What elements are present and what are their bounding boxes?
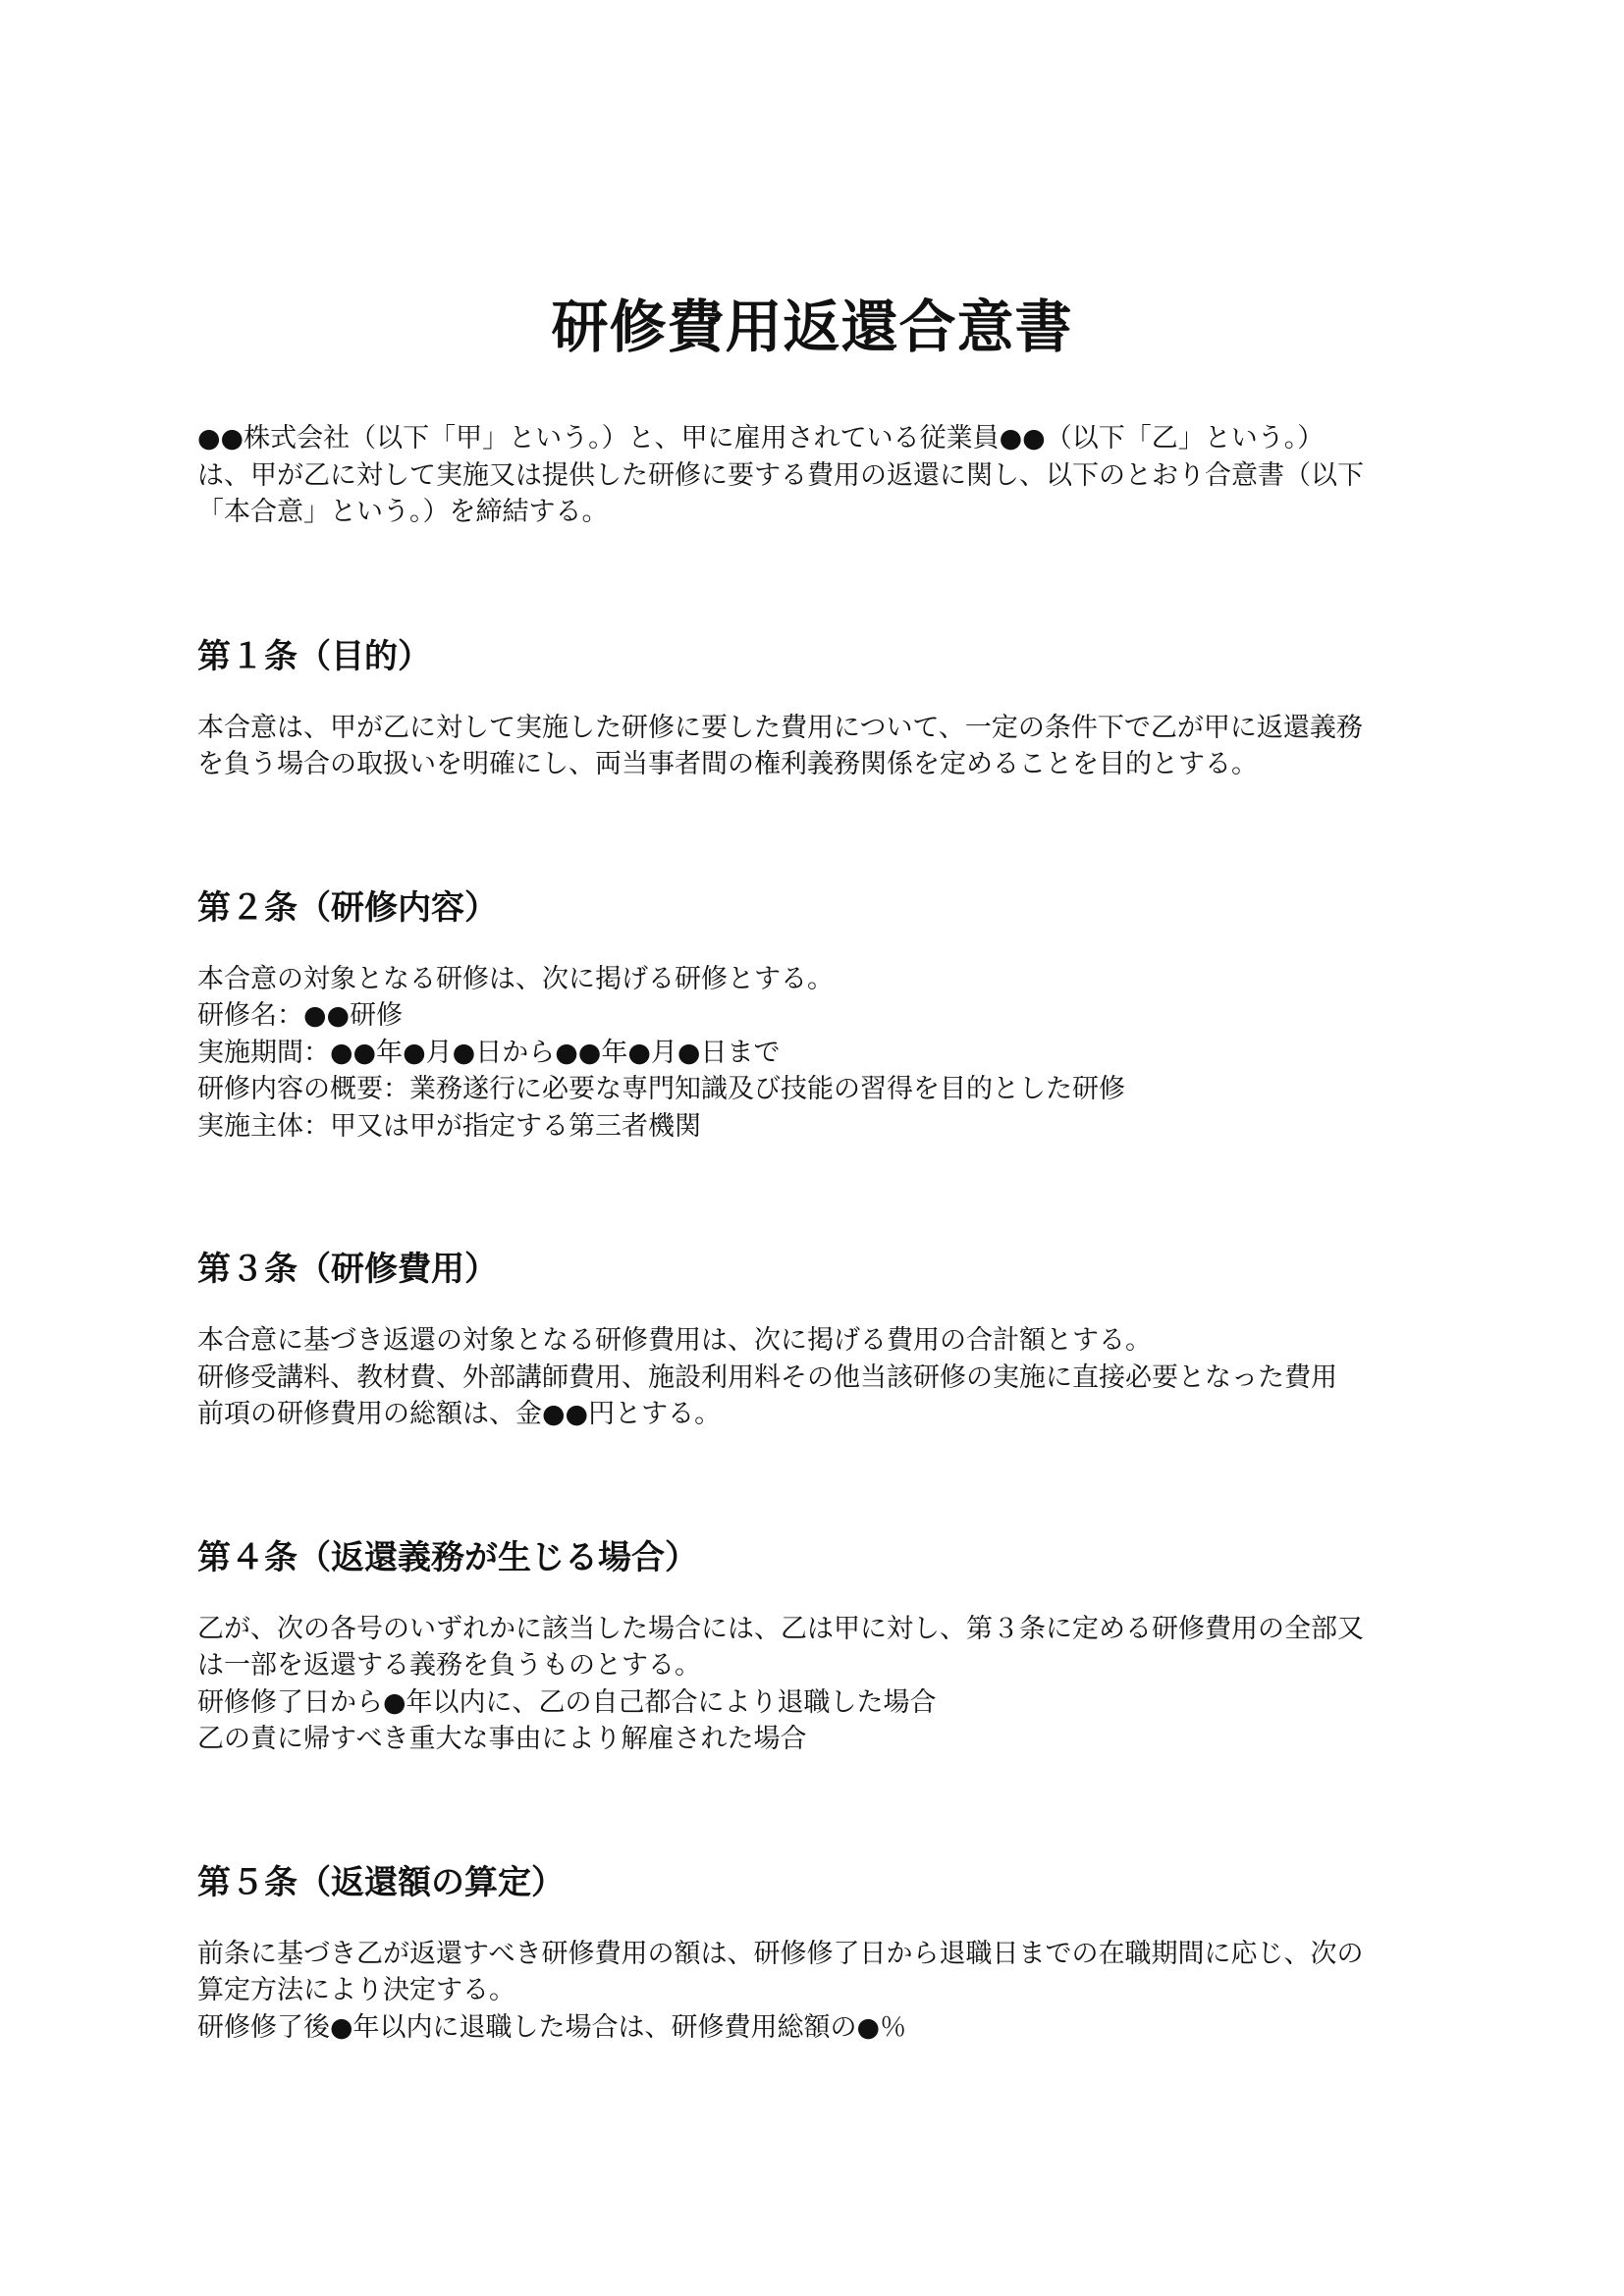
article-line: 本合意に基づき返還の対象となる研修費用は、次に掲げる費用の合計額とする。	[197, 1325, 1152, 1356]
article-line: 前条に基づき乙が返還すべき研修費用の額は、研修修了日から退職日までの在職期間に応じ、次の	[197, 1938, 1364, 1969]
article-5	[197, 1859, 1435, 2047]
article-2	[197, 884, 1435, 1146]
article-line: 実施期間：●●年●月●日から●●年●月●日まで	[197, 1037, 781, 1068]
article-line: 研修内容の概要：業務遂行に必要な専門知識及び技能の習得を目的とした研修	[197, 1074, 1125, 1104]
article-line: 研修受講料、教材費、外部講師費用、施設利用料その他当該研修の実施に直接必要となった費用	[197, 1362, 1337, 1393]
article-line: 研修修了日から●年以内に、乙の自己都合により退職した場合	[197, 1686, 937, 1718]
article-line: は一部を返還する義務を負うものとする。	[197, 1650, 701, 1681]
article-heading: 第４条（返還義務が生じる場合）	[197, 1537, 698, 1577]
article-line: 本合意の対象となる研修は、次に掲げる研修とする。	[197, 963, 834, 994]
article-line: 本合意は、甲が乙に対して実施した研修に要した費用について、一定の条件下で乙が甲に返還義務	[197, 712, 1363, 743]
preamble-line: 「本合意」という。）を締結する。	[197, 497, 609, 527]
article-line: 乙の責に帰すべき重大な事由により解雇された場合	[197, 1724, 807, 1754]
article-line: 乙が、次の各号のいずれかに該当した場合には、乙は甲に対し、第３条に定める研修費用の全部又	[197, 1613, 1364, 1644]
preamble	[197, 420, 1435, 531]
article-line: 研修名：●●研修	[197, 1000, 404, 1031]
article-heading: 第５条（返還額の算定）	[197, 1862, 565, 1902]
article-line: 前項の研修費用の総額は、金●●円とする。	[197, 1399, 722, 1429]
article-heading: 第２条（研修内容）	[197, 887, 498, 928]
article-line: 算定方法により決定する。	[197, 1975, 515, 2005]
article-line: 研修修了後●年以内に退職した場合は、研修費用総額の●％	[197, 2011, 907, 2043]
article-4	[197, 1534, 1435, 1758]
document-body	[197, 420, 1435, 2046]
article-line: 実施主体：甲又は甲が指定する第三者機関	[197, 1110, 701, 1142]
article-3	[197, 1246, 1435, 1433]
article-heading: 第１条（目的）	[197, 636, 431, 676]
preamble-line: ●●株式会社（以下「甲」という。）と、甲に雇用されている従業員●●（以下「乙」という。）	[197, 423, 1325, 454]
document-title: 研修費用返還合意書	[551, 293, 1073, 360]
article-line: を負う場合の取扱いを明確にし、両当事者間の権利義務関係を定めることを目的とする。	[197, 749, 1258, 779]
article-1	[197, 633, 1435, 783]
article-heading: 第３条（研修費用）	[197, 1250, 498, 1289]
preamble-line: は、甲が乙に対して実施又は提供した研修に要する費用の返還に関し、以下のとおり合意書（以下	[197, 459, 1364, 491]
